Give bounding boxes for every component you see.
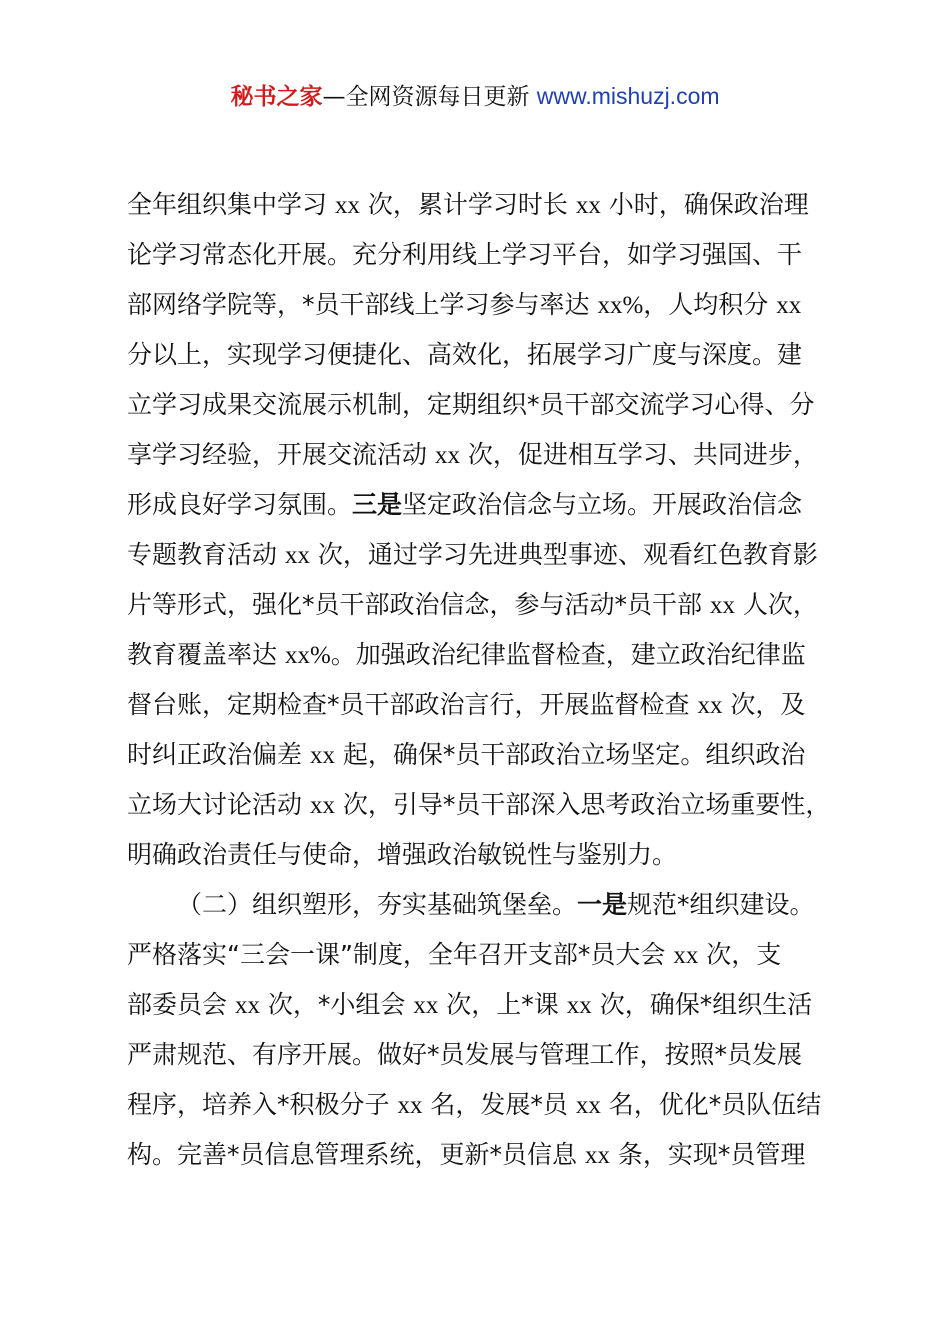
text-segment: xx [697, 692, 723, 719]
text-line [127, 680, 847, 730]
text-line [127, 980, 847, 1030]
text-line [127, 280, 847, 330]
text-segment: 形成良好学习氛围。 [127, 490, 353, 519]
text-segment: xx [673, 942, 699, 969]
text-segment: 坚定政治信念与立场。开展政治信念 [402, 490, 803, 519]
text-segment: 程序，培养入*积极分子 [127, 1090, 398, 1119]
text-line [127, 230, 847, 280]
text-segment: 人次， [734, 590, 818, 619]
text-segment: 部网络学院等，*员干部线上学习参与率达 [127, 290, 598, 319]
text-segment: 片等形式，强化*员干部政治信念，参与活动*员干部 [127, 590, 710, 619]
text-line [127, 930, 847, 980]
text-segment: xx [434, 442, 460, 469]
text-segment: 次，确保*组织生活 [591, 990, 813, 1019]
site-url: www.mishuzj.com [536, 83, 720, 109]
text-segment: xx [334, 192, 360, 219]
text-segment: xx [709, 592, 735, 619]
text-segment: xx [566, 992, 592, 1019]
text-segment: 时纠正政治偏差 [127, 740, 310, 769]
text-segment: xx [413, 992, 439, 1019]
text-segment: 。加强政治纪律监督检查，建立政治纪律监 [330, 640, 806, 669]
bold-lead-text: 三是 [352, 490, 403, 519]
text-segment: 次，促进相互学习、共同进步， [459, 440, 818, 469]
text-segment: xx [397, 1092, 423, 1119]
text-segment: xx [776, 292, 802, 319]
text-segment: 享学习经验，开展交流活动 [127, 440, 435, 469]
text-segment: 论学习常态化开展。充分利用线上学习平台，如学习强国、干 [127, 240, 803, 269]
text-line [127, 1080, 847, 1130]
text-segment: xx [584, 1142, 610, 1169]
text-segment: 次，累计学习时长 [359, 190, 576, 219]
text-line [127, 1130, 847, 1180]
text-line [127, 580, 847, 630]
text-segment: 专题教育活动 [127, 540, 285, 569]
text-segment: 起，确保*员干部政治立场坚定。组织政治 [334, 740, 806, 769]
text-line [127, 180, 847, 230]
text-segment: 教育覆盖率达 [127, 640, 285, 669]
text-segment: 小时，确保政治理 [600, 190, 809, 219]
text-line [127, 380, 847, 430]
bold-lead-text: 一是 [577, 890, 628, 919]
text-line [127, 430, 847, 480]
text-line [127, 830, 847, 880]
text-segment: 严肃规范、有序开展。做好*员发展与管理工作，按照*员发展 [127, 1040, 803, 1069]
text-segment: 全年组织集中学习 [127, 190, 335, 219]
text-line [127, 630, 847, 680]
text-segment: 立场大讨论活动 [127, 790, 310, 819]
header-tagline: —全网资源每日更新 [322, 84, 530, 110]
text-line [127, 780, 847, 830]
text-line [127, 330, 847, 380]
text-segment: 次，及 [722, 690, 806, 719]
text-segment: xx [284, 542, 310, 569]
text-line [127, 730, 847, 780]
text-segment: 严格落实“三会一课”制度，全年召开支部*员大会 [127, 940, 674, 969]
text-segment: 规范*组织建设。 [627, 890, 815, 919]
text-segment: 名，发展*员 [422, 1090, 576, 1119]
text-segment: xx [234, 992, 260, 1019]
text-line [127, 880, 847, 930]
text-segment: 分以上，实现学习便捷化、高效化，拓展学习广度与深度。建 [127, 340, 803, 369]
text-segment: xx% [284, 642, 331, 669]
document-body [127, 180, 847, 1180]
text-segment: 次，支 [698, 940, 782, 969]
text-segment: 次，上*课 [438, 990, 567, 1019]
text-segment: xx [309, 792, 335, 819]
text-segment: xx [309, 742, 335, 769]
text-segment: xx [575, 192, 601, 219]
text-segment: 立学习成果交流展示机制，定期组织*员干部交流学习心得、分 [127, 390, 815, 419]
text-segment: 次，*小组会 [259, 990, 414, 1019]
text-segment: 名，优化*员队伍结 [600, 1090, 822, 1119]
text-segment: ，人均积分 [643, 290, 777, 319]
text-segment: 次，通过学习先进典型事迹、观看红色教育影 [309, 540, 818, 569]
text-segment: 督台账，定期检查*员干部政治言行，开展监督检查 [127, 690, 698, 719]
text-segment: 次，引导*员干部深入思考政治立场重要性， [334, 790, 831, 819]
text-segment: 部委员会 [127, 990, 235, 1019]
text-segment: 明确政治责任与使命，增强政治敏锐性与鉴别力。 [127, 840, 678, 869]
text-line [127, 530, 847, 580]
page-header [0, 80, 950, 113]
text-segment: （二）组织塑形，夯实基础筑堡垒。 [177, 890, 578, 919]
text-segment: 构。完善*员信息管理系统，更新*员信息 [127, 1140, 585, 1169]
text-line [127, 1030, 847, 1080]
text-segment: xx [575, 1092, 601, 1119]
text-line [127, 480, 847, 530]
brand-name: 秘书之家 [230, 84, 323, 110]
text-segment: 条，实现*员管理 [609, 1140, 806, 1169]
text-segment: xx% [597, 292, 644, 319]
